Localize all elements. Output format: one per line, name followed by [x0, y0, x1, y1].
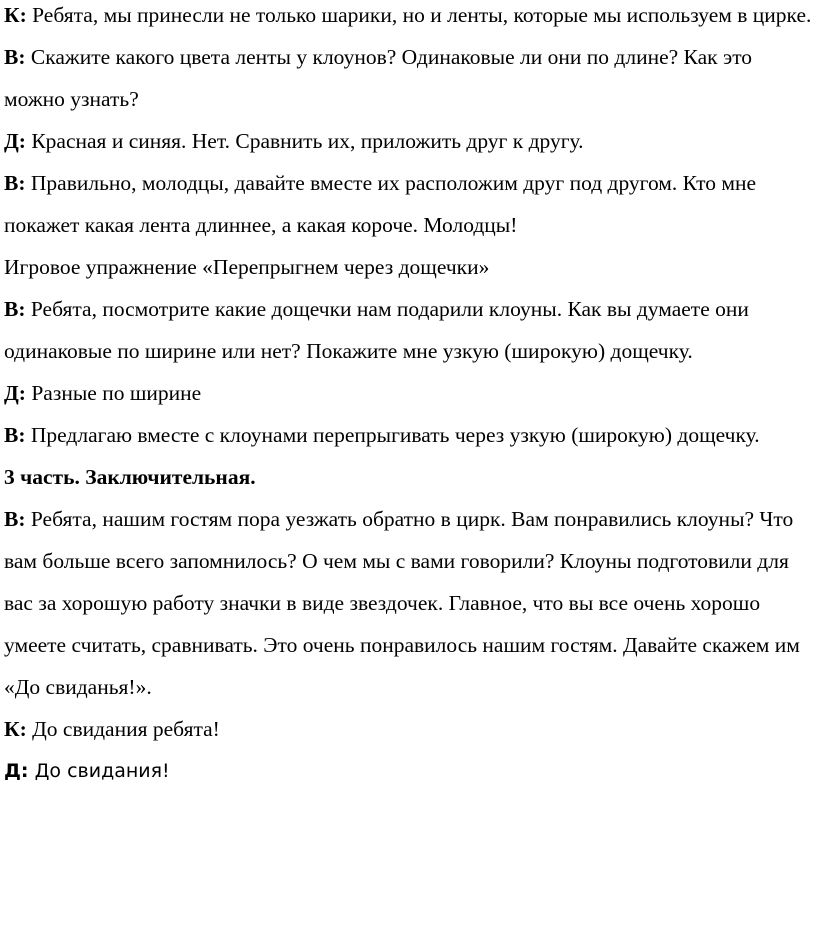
dialogue-paragraph-teacher-question: [4, 36, 816, 120]
speaker-label: В:: [4, 423, 26, 447]
game-exercise-title: [4, 246, 816, 288]
paragraph-text: До свидания!: [28, 760, 170, 782]
dialogue-paragraph-teacher-compare: [4, 162, 816, 246]
paragraph-text: До свидания ребята!: [26, 717, 220, 741]
dialogue-paragraph-teacher-boards: [4, 288, 816, 372]
speaker-label: Д:: [4, 129, 26, 153]
paragraph-text: Игровое упражнение «Перепрыгнем через дощечки»: [4, 255, 490, 279]
dialogue-paragraph-clown-ribbons: [4, 0, 816, 36]
speaker-label: К:: [4, 3, 27, 27]
paragraph-text: Скажите какого цвета ленты у клоунов? Одинаковые ли они по длине? Как это можно узнать?: [4, 45, 753, 111]
paragraph-text: Ребята, посмотрите какие дощечки нам подарили клоуны. Как вы думаете они одинаковые по ширине или нет? Покажите мне узкую (широкую) дощечку.: [4, 297, 749, 363]
document-page: [4, 0, 816, 792]
speaker-label: Д:: [4, 760, 29, 782]
dialogue-paragraph-teacher-jump: [4, 414, 816, 456]
speaker-label: В:: [4, 297, 26, 321]
dialogue-paragraph-clown-goodbye: [4, 708, 816, 750]
paragraph-text: Разные по ширине: [25, 381, 202, 405]
speaker-label: К:: [4, 717, 27, 741]
paragraph-text: Ребята, нашим гостям пора уезжать обратно в цирк. Вам понравились клоуны? Что вам больше всего запомнилось? О чем мы с вами говорили? Клоуны подготовили для вас за хорошую работу значки в виде звездочек. Главное, что вы все очень хорошо умеете считать, сравнивать. Это очень понравилось нашим гостям. Давайте скажем им «До свиданья!».: [4, 507, 800, 699]
dialogue-paragraph-children-answer: [4, 120, 816, 162]
speaker-label: В:: [4, 171, 26, 195]
paragraph-text: Ребята, мы принесли не только шарики, но и ленты, которые мы используем в цирке.: [26, 3, 812, 27]
section-heading: 3 часть. Заключительная.: [4, 465, 256, 489]
paragraph-text: Правильно, молодцы, давайте вместе их расположим друг под другом. Кто мне покажет какая лента длиннее, а какая короче. Молодцы!: [4, 171, 757, 237]
paragraph-text: Предлагаю вместе с клоунами перепрыгивать через узкую (широкую) дощечку.: [25, 423, 760, 447]
paragraph-text: Красная и синяя. Нет. Сравнить их, приложить друг к другу.: [25, 129, 584, 153]
dialogue-paragraph-children-width: [4, 372, 816, 414]
dialogue-paragraph-teacher-farewell: [4, 498, 816, 708]
dialogue-paragraph-children-goodbye: [4, 750, 816, 792]
speaker-label: В:: [4, 507, 26, 531]
speaker-label: Д:: [4, 381, 26, 405]
speaker-label: В:: [4, 45, 26, 69]
